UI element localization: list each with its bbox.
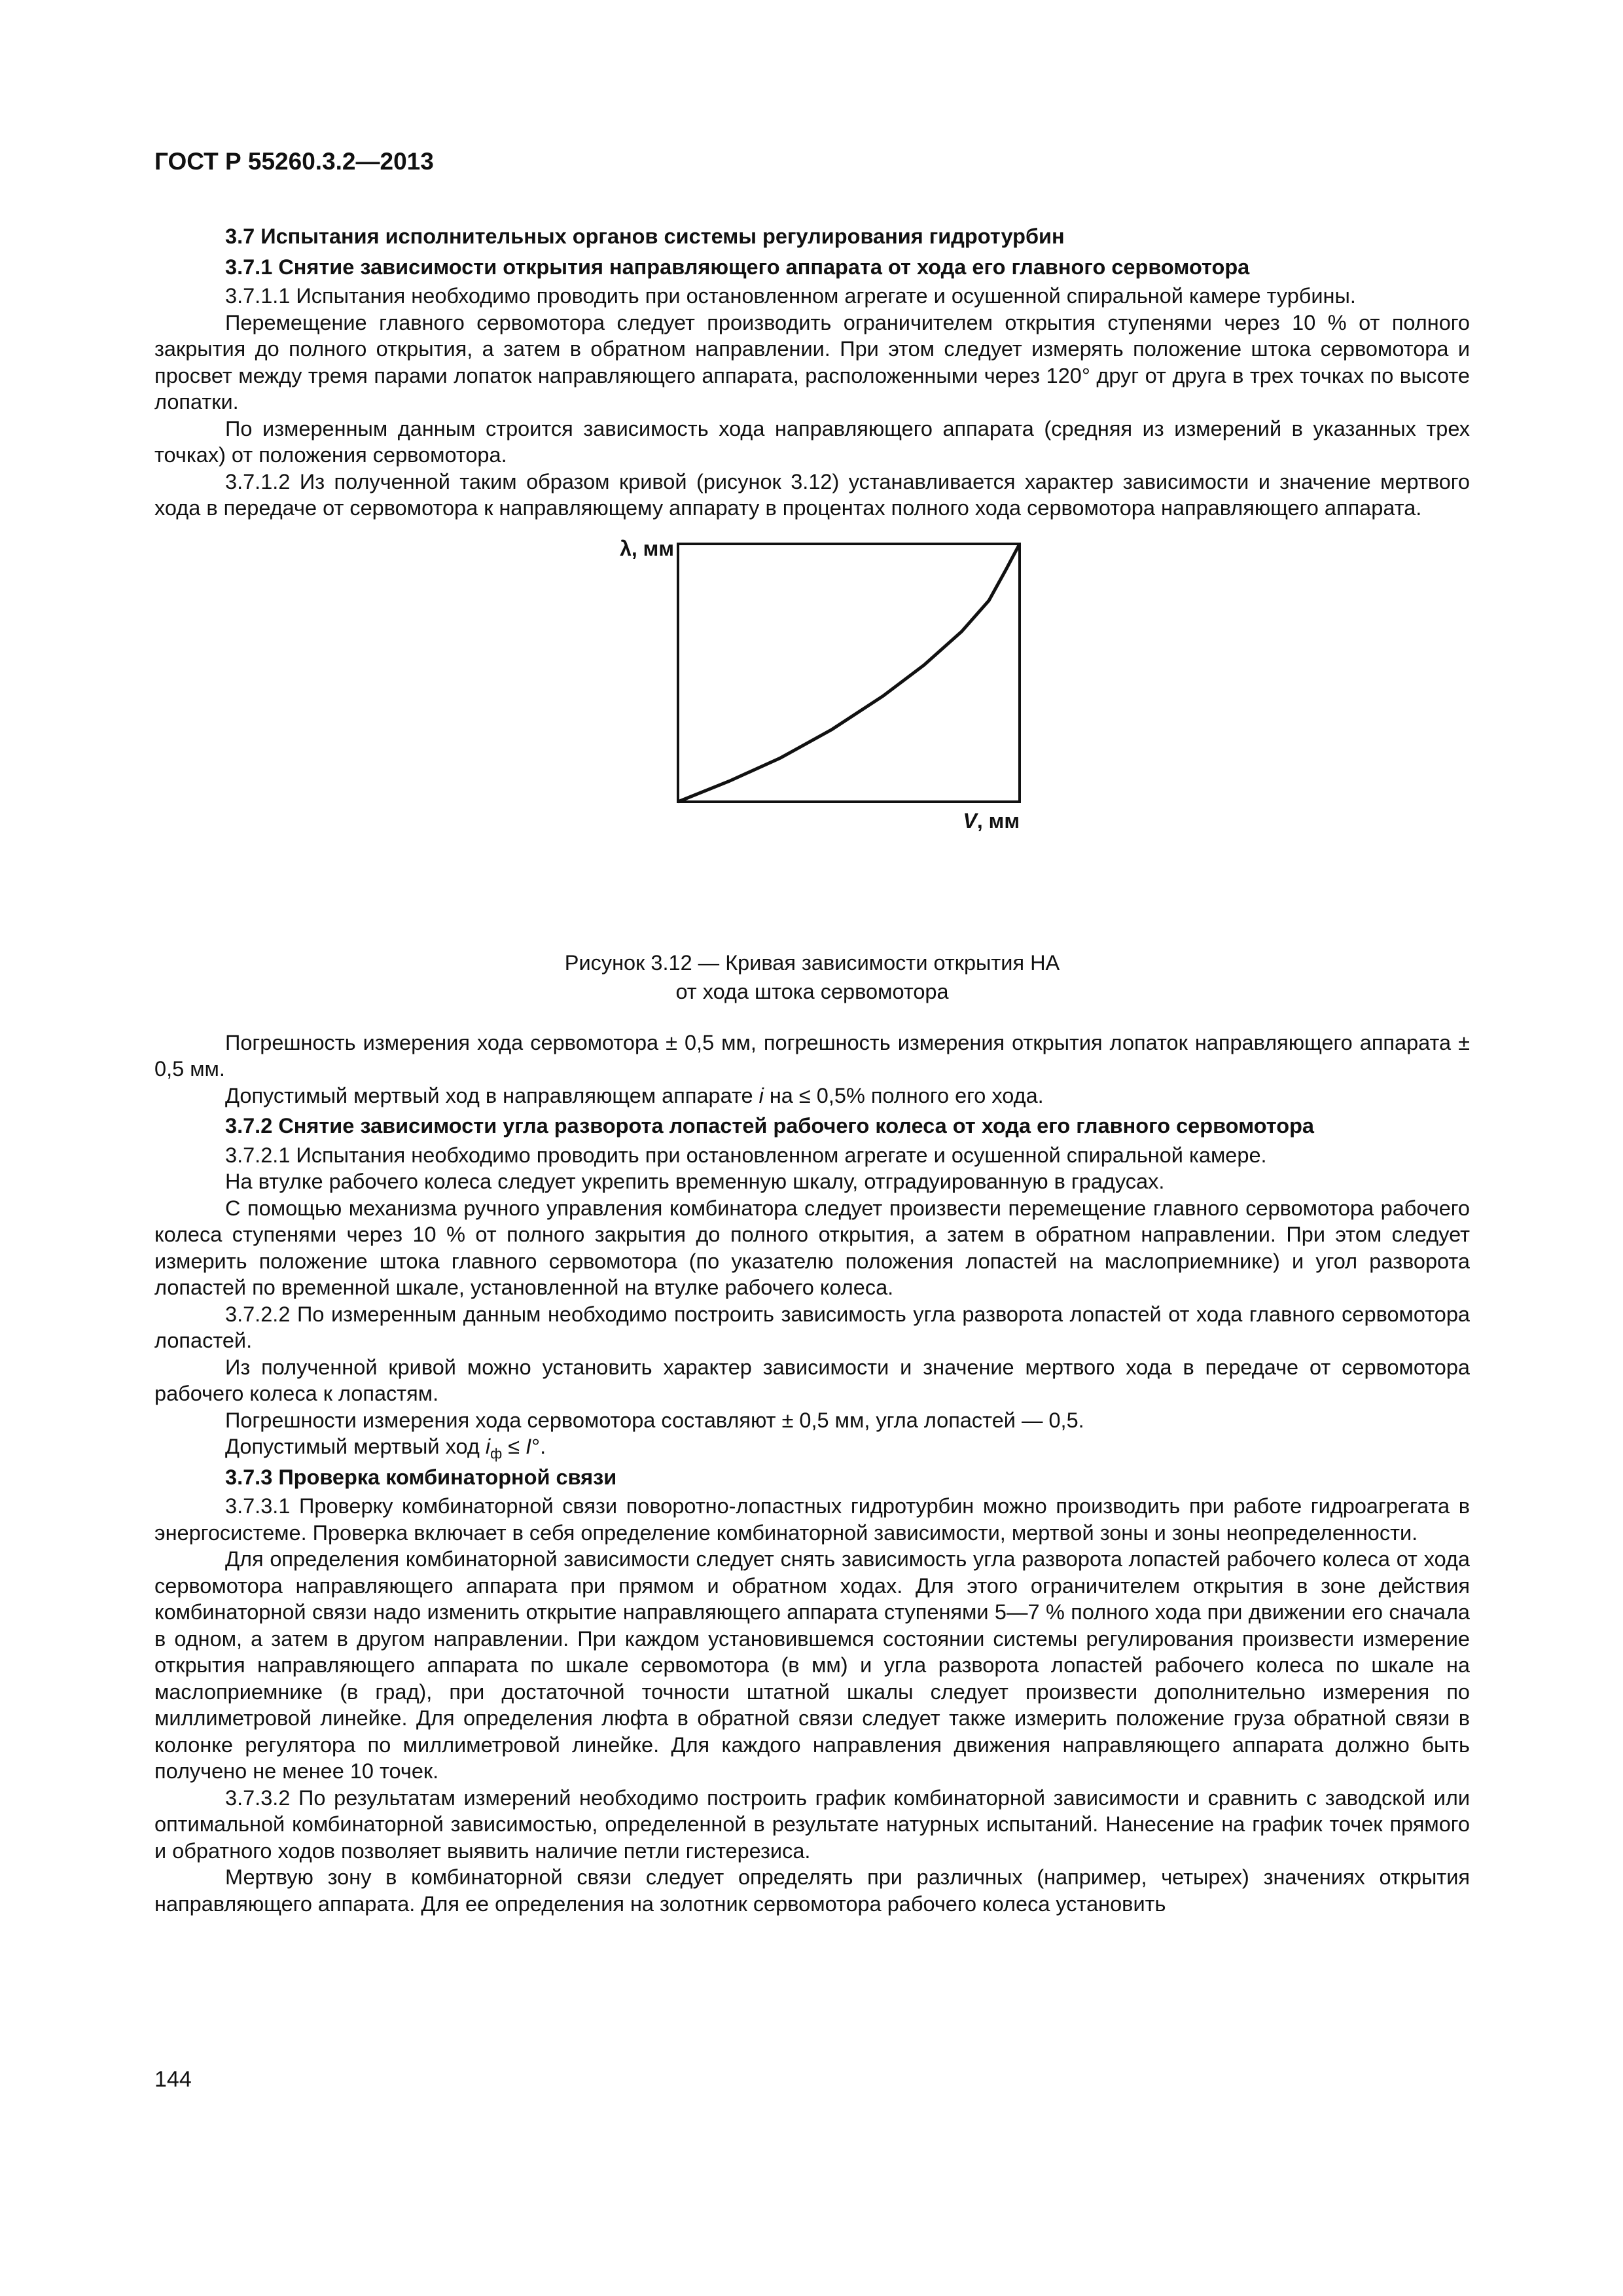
page-number: 144 xyxy=(154,2067,192,2092)
paragraph-measurement-error: Погрешность измерения хода сервомотора ± 0,5 мм, погрешность измерения открытия лопаток направляющего аппарата ± 0,5 мм. xyxy=(154,1030,1470,1081)
paragraph-allowed-dead-travel-blades: Допустимый мертвый ход $i_ф \le I^\circ$. xyxy=(225,1435,546,1462)
caption-line-2: от хода штока сервомотора xyxy=(675,979,949,1003)
paragraph-3-7-2-1: 3.7.2.1 Испытания необходимо проводить при остановленном агрегате и осушенной спиральной камере. xyxy=(225,1143,1267,1167)
paragraph-dead-zone: Мертвую зону в комбинаторной связи следует определять при различных (например, четырех) значениях открытия направляющего аппарата. Для ее определения на золотник сервомотора рабочего колеса установить xyxy=(154,1865,1470,1916)
figure-caption xyxy=(154,948,1470,1006)
document-code-header: ГОСТ Р 55260.3.2—2013 xyxy=(154,148,434,175)
section-3-7-1-heading: 3.7.1 Снятие зависимости открытия направляющего аппарата от хода его главного сервомотора xyxy=(225,255,1250,279)
paragraph-3-7-2-2: 3.7.2.2 По измеренным данным необходимо построить зависимость угла разворота лопастей от хода главного сервомотора лопастей. xyxy=(154,1302,1470,1352)
section-3-7-3-heading: 3.7.3 Проверка комбинаторной связи xyxy=(225,1465,617,1489)
caption-line-1: Рисунок 3.12 — Кривая зависимости открытия НА xyxy=(564,950,1060,975)
dependency-chart xyxy=(154,529,1470,937)
x-axis-label: V, мм xyxy=(963,808,1020,833)
dependency-curve xyxy=(678,544,1020,802)
paragraph-manual-control: С помощью механизма ручного управления комбинатора следует произвести перемещение главного сервомотора рабочего колеса ступенями через 10 % от полного закрытия до полного открытия, а затем в обратном направлении. При этом следует измерить положение штока главного сервомотора (по указателю положения лопастей на маслоприемнике) и угол разворота лопастей по временной шкале, установленной на втулке рабочего колеса. xyxy=(154,1196,1470,1299)
paragraph-hub-scale: На втулке рабочего колеса следует укрепить временную шкалу, отградуированную в градусах. xyxy=(225,1170,1165,1193)
paragraph-combinator-dependency: Для определения комбинаторной зависимости следует снять зависимость угла разворота лопастей рабочего колеса от хода сервомотора направляющего аппарата при прямом и обратном ходах. Для этого ограничителем открытия в зоне действия комбинаторной связи надо изменить открытие направляющего аппарата ступенями 5—7 % полного хода при движении его сначала в одном, а затем в другом направлении. При каждом установившемся состоянии системы регулирования произвести измерение открытия направляющего аппарата по шкале сервомотора (в мм) и угла разворота лопастей рабочего колеса по шкале на маслоприемнике (в град), при достаточной точности штатной шкалы следует произвести дополнительно измерения по миллиметровой линейке. Для определения люфта в обратной связи следует также измерить положение груза обратной связи в колонке регулятора по миллиметровой линейке. Для каждого направления движения направляющего аппарата должно быть получено не менее 10 точек. xyxy=(154,1547,1470,1783)
paragraph-measurement-errors: Погрешности измерения хода сервомотора составляют ± 0,5 мм, угла лопастей — 0,5. xyxy=(225,1408,1084,1432)
section-3-7-2-heading: 3.7.2 Снятие зависимости угла разворота лопастей рабочего колеса от хода его главного сервомотора xyxy=(225,1114,1315,1138)
y-axis-label: λ, мм xyxy=(620,536,674,560)
figure-3-12 xyxy=(154,529,1470,937)
paragraph-3-7-3-1: 3.7.3.1 Проверку комбинаторной связи поворотно-лопастных гидротурбин можно производить при работе гидроагрегата в энергосистеме. Проверка включает в себя определение комбинаторной зависимости, мертвой зоны и зоны неопределенности. xyxy=(154,1494,1470,1545)
paragraph-3-7-1-1: 3.7.1.1 Испытания необходимо проводить при остановленном агрегате и осушенной спиральной камере турбины. xyxy=(225,284,1356,308)
paragraph-servomotor-movement: Перемещение главного сервомотора следует производить ограничителем открытия ступенями через 10 % от полного закрытия до полного открытия, а затем в обратном направлении. При этом следует измерять положение штока сервомотора и просвет между тремя парами лопаток направляющего аппарата, расположенными через 120° друг от друга в трех точках по высоте лопатки. xyxy=(154,310,1470,414)
chart-frame xyxy=(678,544,1020,802)
paragraph-measured-data: По измеренным данным строится зависимость хода направляющего аппарата (средняя из измерений в указанных трех точках) от положения сервомотора. xyxy=(154,416,1470,467)
paragraph-3-7-3-2: 3.7.3.2 По результатам измерений необходимо построить график комбинаторной зависимости и сравнить с заводской или оптимальной комбинаторной зависимостью, определенной в результате натурных испытаний. Нанесение на график точек прямого и обратного ходов позволяет выявить наличие петли гистерезиса. xyxy=(154,1785,1470,1863)
paragraph-allowed-dead-travel: Допустимый мертвый ход в направляющем аппарате i на ≤ 0,5% полного его хода. xyxy=(225,1083,1044,1107)
paragraph-curve-result: Из полученной кривой можно установить характер зависимости и значение мертвого хода в передаче от сервомотора рабочего колеса к лопастям. xyxy=(154,1355,1470,1405)
section-3-7-heading: 3.7 Испытания исполнительных органов системы регулирования гидротурбин xyxy=(225,224,1065,248)
paragraph-3-7-1-2: 3.7.1.2 Из полученной таким образом кривой (рисунок 3.12) устанавливается характер зависимости и значение мертвого хода в передаче от сервомотора к направляющему аппарату в процентах полного хода сервомотора направляющего аппарата. xyxy=(154,469,1470,520)
document-body xyxy=(154,219,1470,1917)
